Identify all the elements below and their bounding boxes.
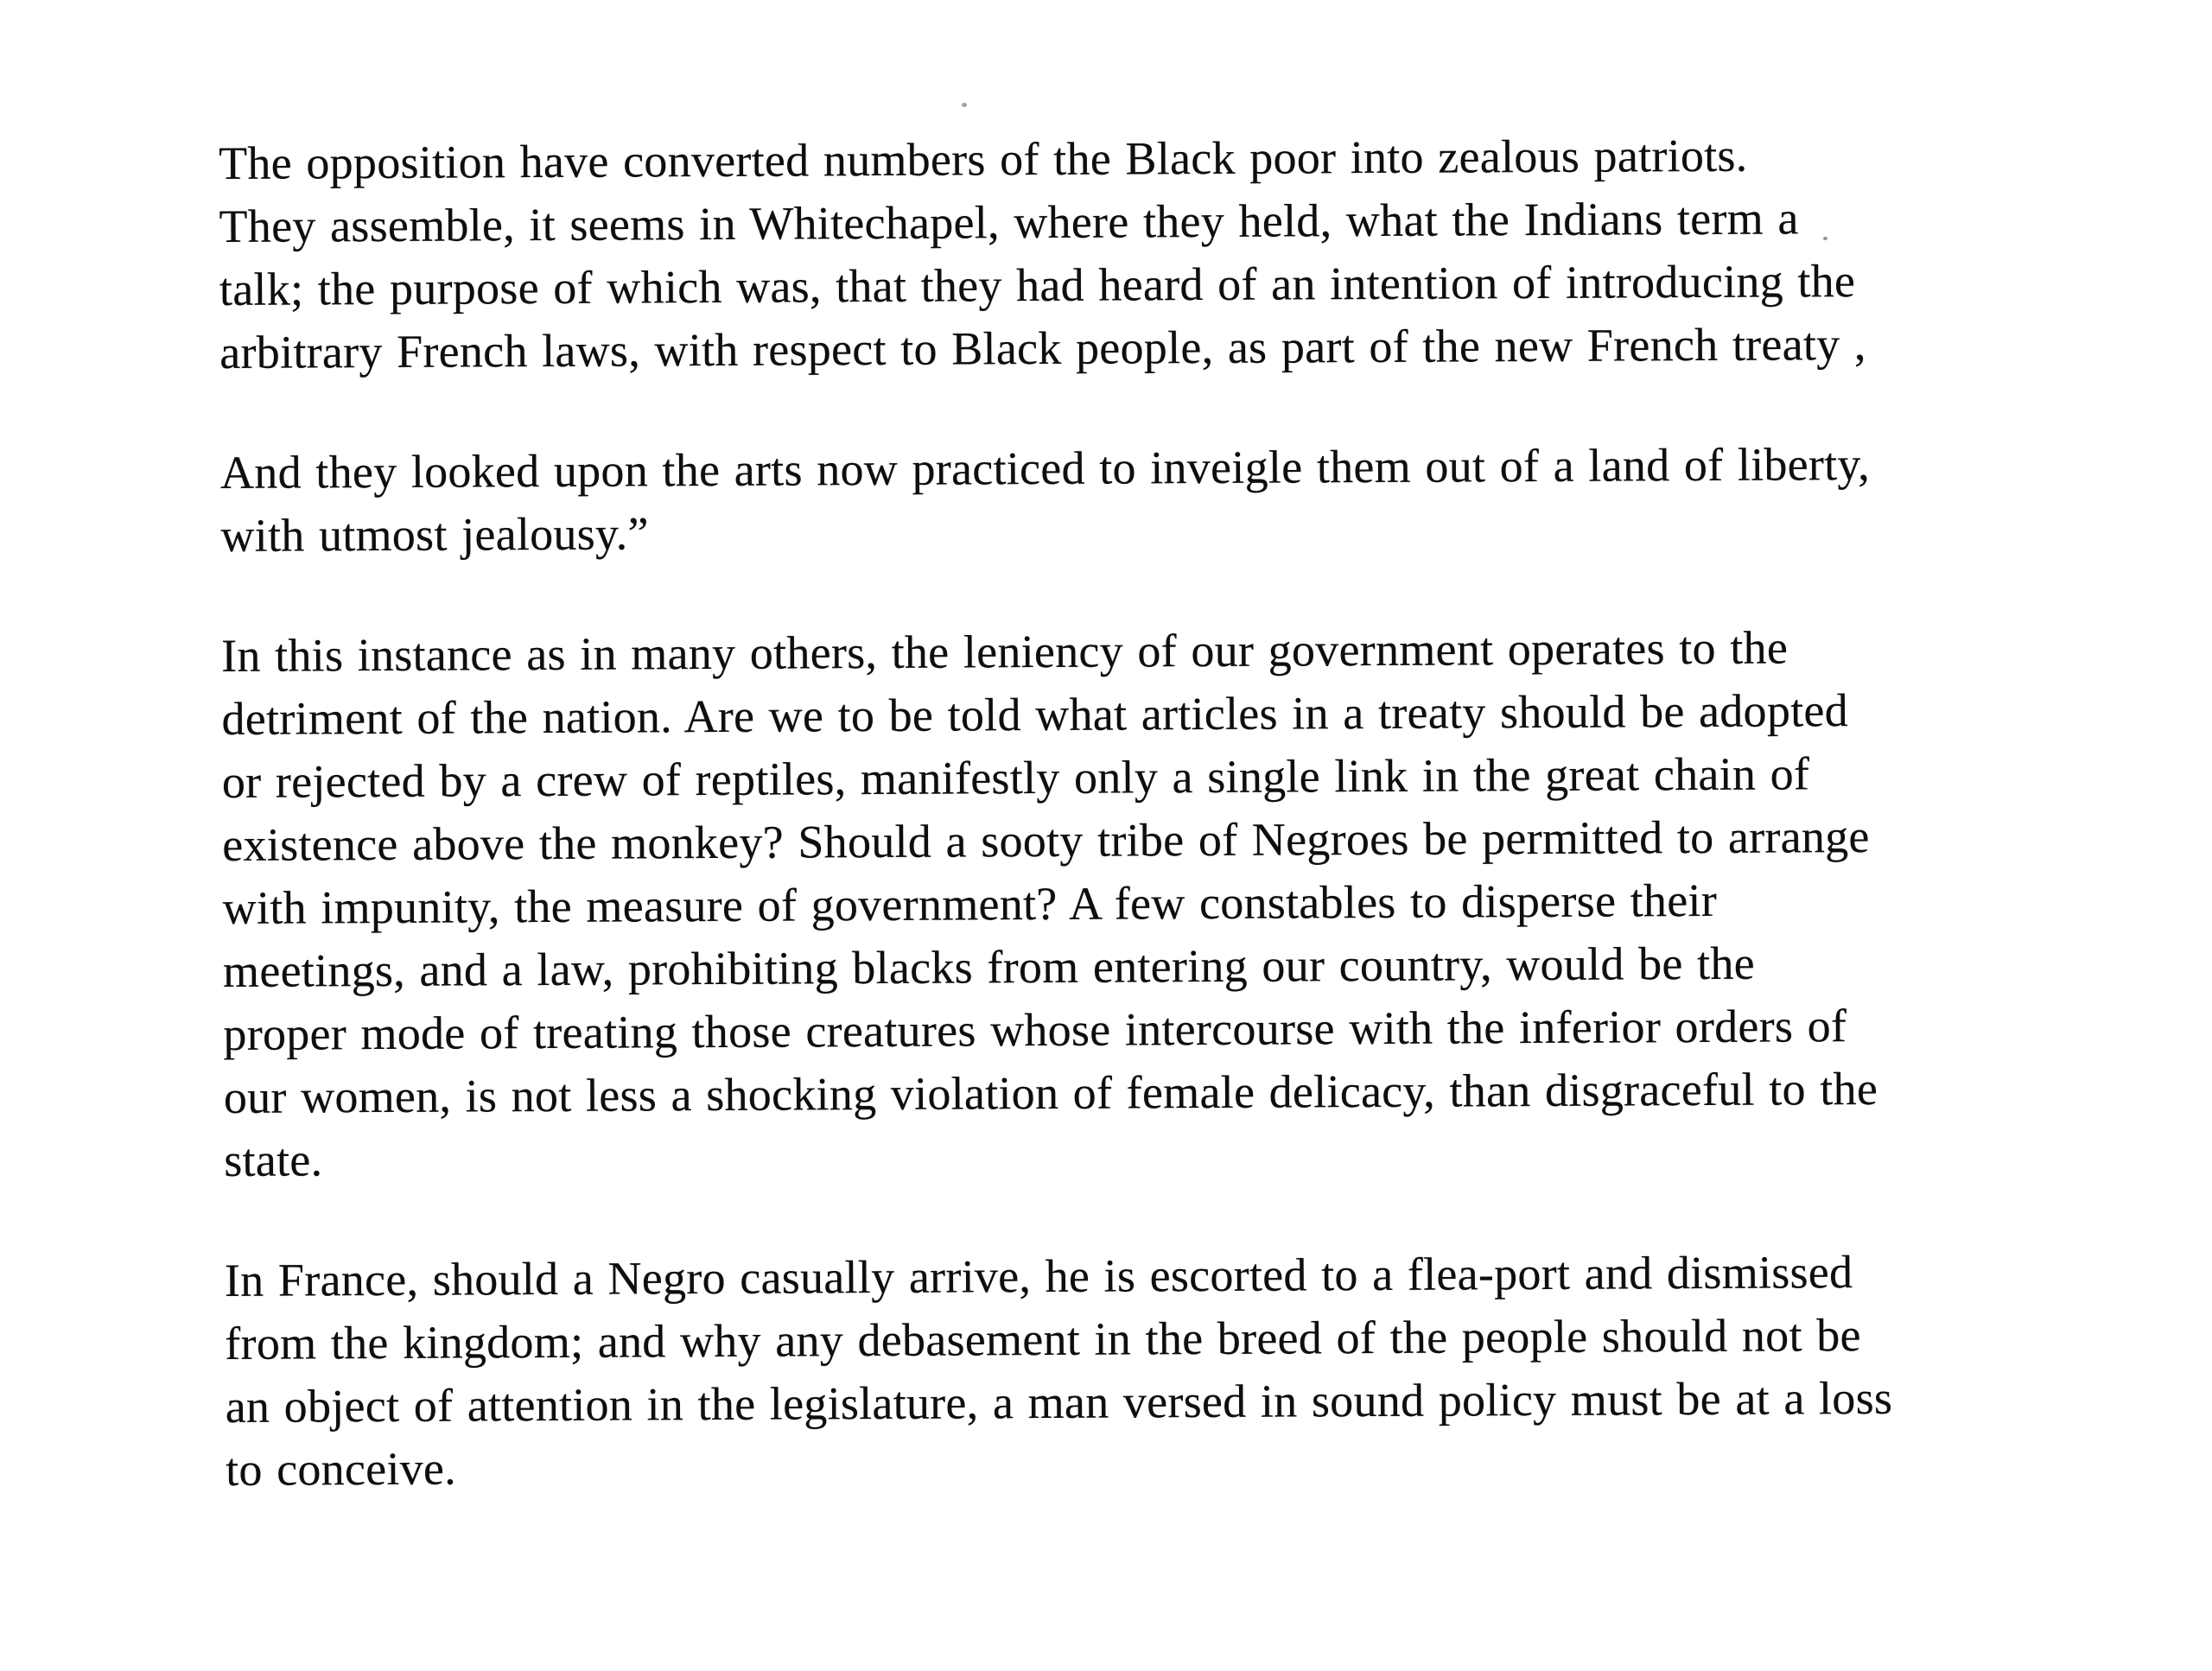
text-line: The opposition have converted numbers of the Black poor into zealous patriots. (219, 129, 1748, 189)
text-line: detriment of the nation. Are we to be told what articles in a treaty should be adopted (221, 684, 1849, 745)
scan-speck (962, 103, 967, 107)
text-line: And they looked upon the arts now practiced to inveigle them out of a land of liberty, (219, 437, 1871, 499)
text-line: proper mode of treating those creatures whose intercourse with the inferior orders of (223, 1000, 1847, 1060)
document-text-block (219, 122, 2153, 1559)
text-line: arbitrary French laws, with respect to Black people, as part of the new French treaty , (219, 318, 1866, 378)
text-line: with impunity, the measure of government? A few constables to disperse their (222, 874, 1718, 934)
text-line: In this instance as in many others, the leniency of our government operates to the (221, 621, 1789, 682)
paragraph-2 (220, 431, 2148, 568)
text-line: or rejected by a crew of reptiles, manifestly only a single link in the great chain of (221, 747, 1810, 808)
text-line: They assemble, it seems in Whitechapel, where they held, what the Indians term a (219, 192, 1799, 252)
text-line: from the kingdom; and why any debasement in the breed of the people should not be (225, 1309, 1861, 1369)
text-line: meetings, and a law, prohibiting blacks from entering our country, would be the (222, 937, 1756, 997)
paragraph-3 (221, 614, 2151, 1192)
paragraph-1 (219, 122, 2146, 384)
text-line: our women, is not less a shocking violation of female delicacy, than disgraceful to the (223, 1062, 1878, 1123)
text-line: In France, should a Negro casually arrive, he is escorted to a flea-port and dismissed (224, 1246, 1853, 1306)
text-line: talk; the purpose of which was, that they had heard of an intention of introducing the (219, 255, 1856, 315)
paragraph-4 (225, 1239, 2152, 1502)
text-line: an object of attention in the legislature, a man versed in sound policy must be at a loss (225, 1371, 1893, 1433)
text-line: existence above the monkey? Should a sooty tribe of Negroes be permitted to arrange (222, 810, 1870, 871)
text-line: to conceive. (225, 1442, 457, 1496)
text-line: with utmost jealousy.” (220, 507, 649, 562)
text-line: state. (224, 1134, 323, 1186)
